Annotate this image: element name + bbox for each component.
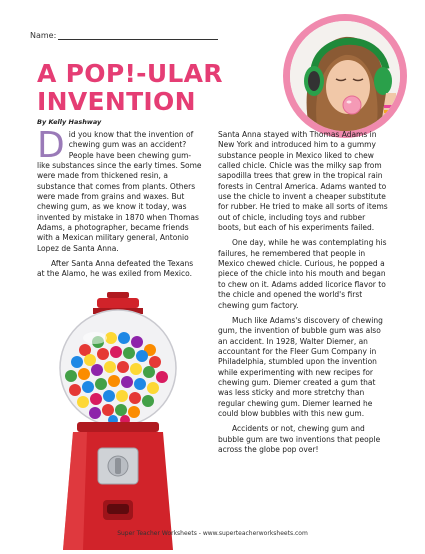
paragraph-5: Much like Adams's discovery of chewing gum, the invention of bubble gum was also an accident. In 1928, Walter Diemer, an accountant for the Fleer Gum Company in Philadelphia, stumbled upon the invention while experimenting with new recipes for chewing gum. Diemer created a gum that was less sticky and more stretchy than regular chewing gum. Diemer learned he could blow bubbles with this new gum. [218, 315, 383, 418]
footer-credit: Super Teacher Worksheets - www.superteacherworksheets.com [117, 530, 308, 537]
drop-cap: D [37, 125, 65, 166]
paragraph-4: One day, while he was contemplating his failures, he remembered that people in Mexico chewed chicle. Curious, he popped a piece of the chicle into his mouth and began to chew on it. Adams added licorice flavor to the chicle and opened the world's first chewing gum factory. [218, 238, 387, 310]
name-field [30, 31, 218, 40]
article-title [37, 60, 223, 116]
name-underline [58, 39, 218, 40]
title-line-2: INVENTION [37, 87, 196, 116]
gumball-machine-illustration [43, 290, 193, 554]
girl-bubble-photo [290, 21, 400, 131]
paragraph-2: After Santa Anna defeated the Texans at the Alamo, he was exiled from Mexico. [37, 259, 194, 279]
paragraph-3: Santa Anna stayed with Thomas Adams in New York and introduced him to a gummy substance people in Mexico liked to chew called chicle. Chicle was the milky sap from sapodilla trees that grew in the tropical rain forests in Central America. Adams wanted to use the chicle to invent a cheaper substitute for rubber. He tried to make all sorts of items out of chicle, including toys and rubber boots, but each of his experiments failed. [218, 130, 388, 233]
title-line-1: A POP!-ULAR [37, 59, 223, 88]
right-column [218, 130, 390, 460]
left-column [37, 125, 202, 285]
name-label: Name: [30, 31, 57, 40]
paragraph-6: Accidents or not, chewing gum and bubble gum are two inventions that people across the globe pop over! [218, 424, 381, 454]
paragraph-1-text: id you know that the invention of chewing gum was an accident? People have been chewing gum-like substances since the early times. Some were made from thickened resin, a substance that comes from plants. Others were made from grains and waxes. But chewing gum, as we know it today, was invented by mistake in 1870 when Thomas Adams, a photographer, became friends with a Mexican military general, Antonio Lopez de Santa Anna. [37, 130, 202, 253]
byline: By Kelly Hashway [37, 118, 102, 126]
paragraph-1 [37, 125, 202, 254]
